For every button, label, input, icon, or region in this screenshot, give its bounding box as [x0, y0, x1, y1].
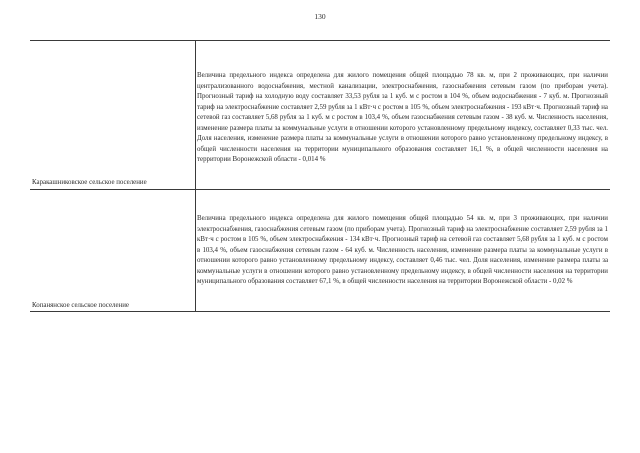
table-bottom-border [30, 311, 610, 312]
row-settlement-name: Копанянское сельское поселение [32, 302, 129, 309]
row-description: Величина предельного индекса определена для жилого помещения общей площадью 78 кв. м, при 2 проживающих, при наличии централизованного водоснабжения, местной канализации, электроснабжения, газоснабжения сетевым газом (по приборам учета). Прогнозный тариф на холодную воду составляет 33,53 рубля за 1 куб. м с ростом в 104 %, объем водоснабжения - 7 куб. м. Прогнозный тариф на электроснабжение составляет 2,59 рубля за 1 кВт·ч с ростом в 105 %, объем электроснабжения - 193 кВт·ч. Прогнозный тариф на сетевой газ составляет 5,68 рубля за 1 куб. м с ростом в 103,4 %, объем газоснабжения сетевым газом - 38 куб. м. Численность населения, изменение размера платы за коммунальные услуги в отношении которого установленному предельному индексу, составляет 0,33 тыс. чел. Доля населения, изменение размера платы за коммунальные услуги в отношении которого равно установленному предельному индексу, в общей численности населения на территории муниципального образования составляет 16,1 %, в общей численности населения на территории Воронежской области - 0,014 % [197, 72, 608, 163]
page-number: 130 [314, 12, 326, 21]
table-row-divider [30, 189, 610, 190]
tariff-index-table [30, 40, 610, 312]
table-top-border [30, 40, 610, 41]
table-column-divider [195, 40, 196, 312]
row-settlement-name: Каракашниковское сельское поселение [32, 179, 147, 186]
row-description: Величина предельного индекса определена для жилого помещения общей площадью 54 кв. м, при 3 проживающих, при наличии электроснабжения, газоснабжения сетевым газом (по приборам учета). Прогнозный тариф на электроснабжение составляет 2,59 рубля за 1 кВт·ч с ростом в 105 %, объем электроснабжения - 134 кВт·ч. Прогнозный тариф на сетевой газ составляет 5,68 рубля за 1 куб. м с ростом в 103,4 %, объем газоснабжения сетевым газом - 64 куб. м. Численность населения, изменение размера платы за коммунальные услуги в отношении которого равно установленному предельному индексу, составляет 0,46 тыс. чел. Доля населения, изменение размера платы за коммунальные услуги в отношении которого равно установленному предельному индексу, в общей численности населения на территории муниципального образования составляет 67,1 %, в общей численности населения на территории Воронежской области - 0,02 % [197, 215, 608, 285]
